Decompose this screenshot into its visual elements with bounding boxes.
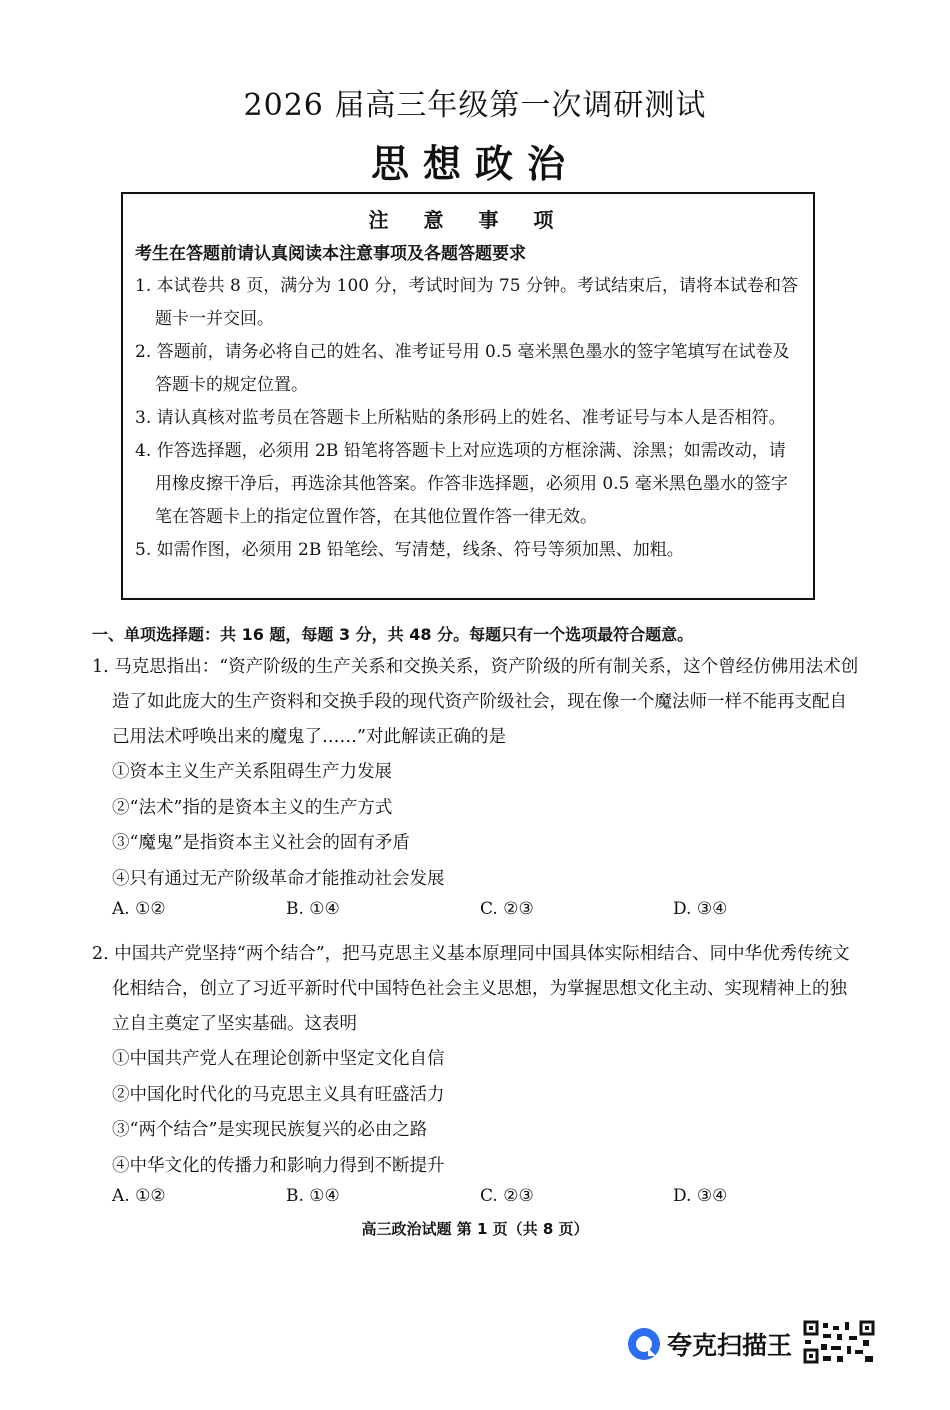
option-b: B. ①④: [286, 1186, 340, 1206]
section-heading: 一、单项选择题：共 16 题，每题 3 分，共 48 分。每题只有一个选项最符合题意。: [92, 625, 694, 644]
option-d: D. ③④: [673, 899, 728, 919]
notice-lead: 考生在答题前请认真阅读本注意事项及各题答题要求: [135, 244, 526, 264]
option-a: A. ①②: [112, 899, 166, 919]
statement: ①中国共产党人在理论创新中坚定文化自信: [112, 1049, 445, 1069]
qr-code-icon: [803, 1320, 875, 1364]
statement: ③“两个结合”是实现民族复兴的必由之路: [112, 1120, 428, 1140]
exam-title: 2026 届高三年级第一次调研测试: [243, 88, 707, 123]
statement: ④只有通过无产阶级革命才能推动社会发展: [112, 868, 445, 889]
statement: ②中国化时代化的马克思主义具有旺盛活力: [112, 1084, 445, 1105]
scanner-watermark: [627, 1320, 887, 1368]
option-b: B. ①④: [286, 899, 340, 919]
notice-box: [121, 192, 815, 600]
option-a: A. ①②: [112, 1186, 166, 1206]
statement: ②“法术”指的是资本主义的生产方式: [112, 797, 393, 818]
option-c: C. ②③: [480, 899, 534, 919]
notice-item-4: 4. 作答选择题，必须用 2B 铅笔将答题卡上对应选项的方框涂满、涂黑；如需改动，请用橡皮擦干净后，再选涂其他答案。作答非选择题，必须用 0.5 毫米黑色墨水的签字笔在答题卡上的指定位置作答，在其他位置作答一律无效。: [135, 441, 788, 527]
question-2: [92, 937, 862, 1218]
question-stem: 1. 马克思指出：“资产阶级的生产关系和交换关系，资产阶级的所有制关系，这个曾经仿佛用法术创造了如此庞大的生产资料和交换手段的现代资产阶级社会，现在像一个魔法师一样不能再支配自己用法术呼唤出来的魔鬼了……”对此解读正确的是: [92, 657, 859, 747]
statement: ④中华文化的传播力和影响力得到不断提升: [112, 1155, 445, 1176]
notice-item-5: 5. 如需作图，必须用 2B 铅笔绘、写清楚，线条、符号等须加黑、加粗。: [135, 540, 684, 560]
statement: ③“魔鬼”是指资本主义社会的固有矛盾: [112, 833, 410, 853]
question-1: [92, 650, 862, 931]
option-c: C. ②③: [480, 1186, 534, 1206]
notice-item-2: 2. 答题前，请务必将自己的姓名、准考证号用 0.5 毫米黑色墨水的签字笔填写在试卷及答题卡的规定位置。: [135, 342, 790, 395]
statement: ①资本主义生产关系阻碍生产力发展: [112, 762, 392, 782]
page-footer: 高三政治试题 第 1 页（共 8 页）: [361, 1220, 589, 1238]
quark-logo-icon: [627, 1327, 661, 1361]
notice-item-3: 3. 请认真核对监考员在答题卡上所粘贴的条形码上的姓名、准考证号与本人是否相符。: [135, 408, 786, 428]
option-d: D. ③④: [673, 1186, 728, 1206]
notice-heading: 注 意 事 项: [368, 208, 568, 232]
watermark-text: 夸克扫描王: [667, 1331, 793, 1360]
options-row: [92, 1184, 862, 1218]
subject-title: 思想政治: [370, 142, 579, 186]
question-stem: 2. 中国共产党坚持“两个结合”，把马克思主义基本原理同中国具体实际相结合、同中华优秀传统文化相结合，创立了习近平新时代中国特色社会主义思想，为掌握思想文化主动、实现精神上的独立自主奠定了坚实基础。这表明: [92, 944, 850, 1034]
options-row: [92, 897, 862, 931]
notice-item-1: 1. 本试卷共 8 页，满分为 100 分，考试时间为 75 分钟。考试结束后，请将本试卷和答题卡一并交回。: [135, 276, 798, 329]
